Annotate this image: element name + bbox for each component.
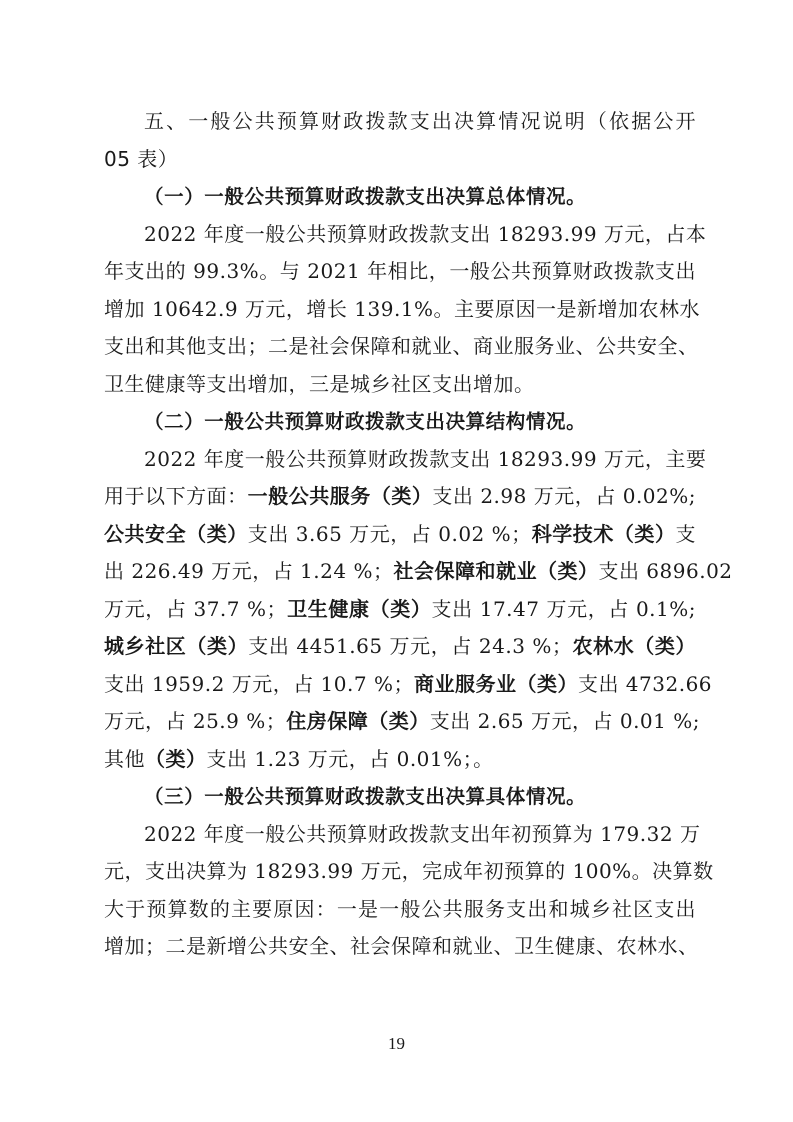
category-other: （类）: [145, 746, 207, 771]
part1-line-2: 年支出的 99.3%。与 2021 年相比，一般公共预算财政拨款支出: [104, 259, 696, 283]
category-public-security: 公共安全（类）: [104, 521, 248, 546]
part1-line-1: 2022 年度一般公共预算财政拨款支出 18293.99 万元，占本: [144, 221, 707, 246]
part2-text: 其他: [104, 746, 145, 771]
part3-line-3: 大于预算数的主要原因：一是一般公共服务支出和城乡社区支出: [104, 896, 696, 921]
part2-text: 支出 17.47 万元，占 0.1%;: [431, 596, 696, 621]
part2-text: 支出 3.65 万元，占 0.02 %；: [247, 521, 532, 546]
part2-text: 支出 2.65 万元，占 0.01 %;: [429, 709, 700, 733]
part3-heading: （三）一般公共预算财政拨款支出决算具体情况。: [144, 785, 587, 808]
part2-line-2: [104, 478, 696, 516]
category-health: 卫生健康（类）: [287, 596, 432, 621]
part2-text: 支出 2.98 万元，占 0.02%;: [432, 484, 697, 508]
part2-text: 支出 4732.66: [577, 671, 713, 696]
part2-line-9: [104, 741, 696, 779]
part2-line-3: [104, 516, 696, 554]
part1-line-5: 卫生健康等支出增加，三是城乡社区支出增加。: [104, 371, 535, 396]
part1-heading: （一）一般公共预算财政拨款支出决算总体情况。: [144, 185, 587, 208]
part2-line-1: 2022 年度一般公共预算财政拨款支出 18293.99 万元，主要: [144, 446, 707, 471]
part2-line-7: [104, 666, 713, 704]
part2-line-5: [104, 591, 696, 629]
part2-text: 支出 1959.2 万元，占 10.7 %；: [104, 671, 414, 696]
part2-text: 支出 1.23 万元，占 0.01%；。: [206, 746, 494, 771]
part2-heading: （二）一般公共预算财政拨款支出决算结构情况。: [144, 410, 587, 433]
part3-line-2: 元，支出决算为 18293.99 万元，完成年初预算的 100%。决算数: [104, 859, 714, 883]
section-title-line-2: 05 表）: [104, 146, 179, 171]
part2-text: 支出 6896.02: [598, 559, 733, 583]
part2-text: 支: [675, 521, 697, 546]
part3-line-4: 增加；二是新增公共安全、社会保障和就业、卫生健康、农林水、: [104, 934, 699, 958]
part2-text: 万元，占 37.7 %；: [104, 596, 287, 621]
page-number: 19: [388, 1034, 405, 1053]
part2-text: 出 226.49 万元，占 1.24 %；: [104, 559, 394, 583]
part1-line-3: 增加 10642.9 万元，增长 139.1%。主要原因一是新增加农林水: [104, 296, 701, 321]
part2-line-4: [104, 553, 733, 591]
category-science-technology: 科学技术（类）: [531, 521, 676, 546]
part2-text: 万元，占 25.9 %；: [104, 709, 287, 733]
category-housing-security: 住房保障（类）: [286, 709, 430, 733]
category-commercial-services: 商业服务业（类）: [413, 671, 578, 696]
category-agriculture-forestry-water: 农林水（类）: [572, 634, 697, 658]
part2-line-6: [104, 628, 696, 666]
part2-text: 用于以下方面：: [104, 484, 248, 508]
part1-line-4: 支出和其他支出；二是社会保障和就业、商业服务业、公共安全、: [104, 334, 699, 358]
part2-text: 支出 4451.65 万元，占 24.3 %；: [248, 634, 573, 658]
document-body: [104, 103, 733, 966]
category-general-public-services: 一般公共服务（类）: [247, 484, 433, 508]
category-social-security-employment: 社会保障和就业（类）: [393, 559, 599, 583]
part3-line-1: 2022 年度一般公共预算财政拨款支出年初预算为 179.32 万: [144, 821, 701, 846]
section-title-line-1: 五、一般公共预算财政拨款支出决算情况说明（依据公开: [144, 109, 696, 133]
category-urban-rural-community: 城乡社区（类）: [104, 634, 249, 658]
part2-line-8: [104, 703, 700, 741]
